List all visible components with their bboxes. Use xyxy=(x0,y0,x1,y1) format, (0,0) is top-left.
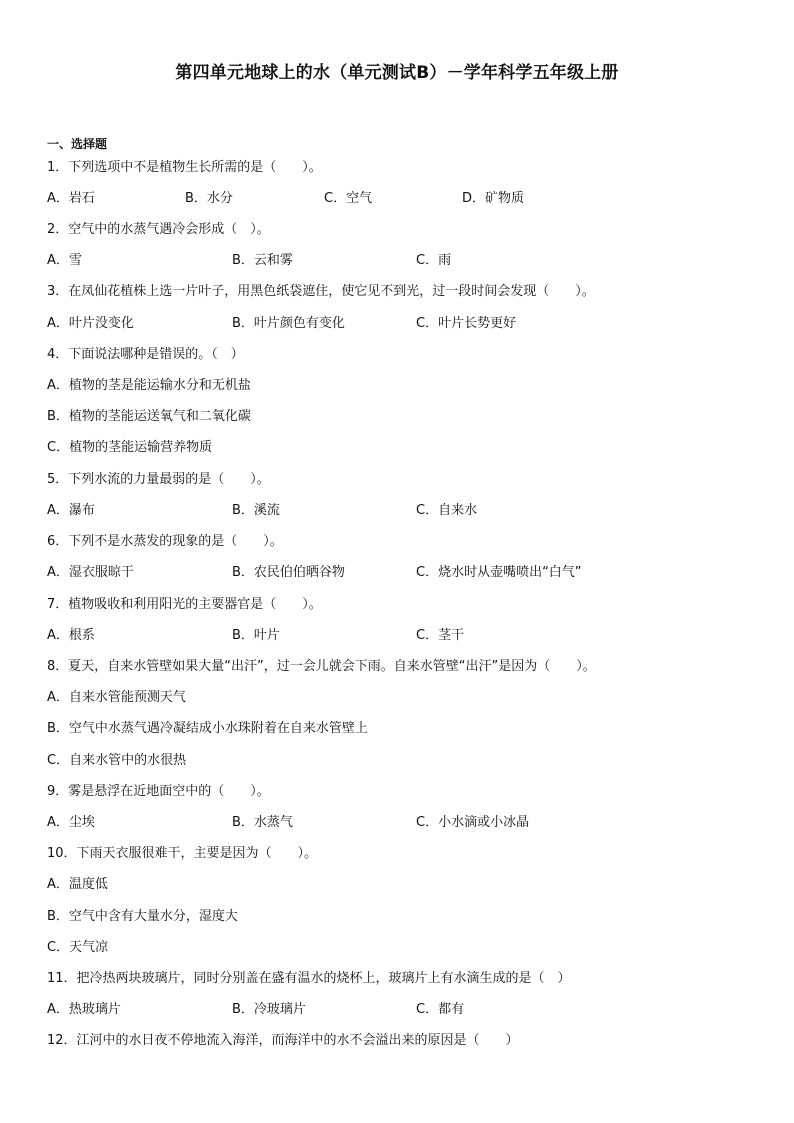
document-title: 第四单元地球上的水（单元测试B）－学年科学五年级上册 xyxy=(175,63,619,83)
question-5-options xyxy=(47,503,747,519)
question-2-option-b: B．云和雾 xyxy=(232,253,293,268)
question-7-option-a: A．根系 xyxy=(47,628,95,643)
question-9-stem: 9．雾是悬浮在近地面空中的（ ）。 xyxy=(47,784,270,799)
question-4-stem: 4．下面说法哪种是错误的。（ ） xyxy=(47,347,244,362)
question-3-options xyxy=(47,316,747,332)
question-5-option-a: A．瀑布 xyxy=(47,503,95,518)
question-11-option-b: B．冷玻璃片 xyxy=(232,1002,306,1017)
question-1-stem: 1．下列选项中不是植物生长所需的是（ ）。 xyxy=(47,160,322,175)
question-11-options xyxy=(47,1002,747,1018)
question-9-option-b: B．水蒸气 xyxy=(232,815,293,830)
question-12-stem: 12．江河中的水日夜不停地流入海洋，而海洋中的水不会溢出来的原因是（ ） xyxy=(47,1033,519,1048)
question-9-options xyxy=(47,815,747,831)
question-1-option-b: B．水分 xyxy=(185,191,233,206)
question-8-stem: 8．夏天，自来水管壁如果大量“出汗”，过一会儿就会下雨。自来水管壁“出汗”是因为（ ）。 xyxy=(47,659,596,674)
question-3-option-a: A．叶片没变化 xyxy=(47,316,134,331)
question-5-stem: 5．下列水流的力量最弱的是（ ）。 xyxy=(47,472,270,487)
question-10-option-a: A．温度低 xyxy=(47,877,108,892)
question-4-option-b: B．植物的茎能运送氧气和二氧化碳 xyxy=(47,409,251,424)
question-1-option-d: D．矿物质 xyxy=(462,191,525,206)
question-1-options xyxy=(47,191,747,207)
question-10-option-c: C．天气凉 xyxy=(47,940,109,955)
question-3-option-b: B．叶片颜色有变化 xyxy=(232,316,345,331)
section-heading-multiple-choice: 一、选择题 xyxy=(47,137,108,151)
question-2-options xyxy=(47,253,747,269)
question-6-stem: 6．下列不是水蒸发的现象的是（ ）。 xyxy=(47,534,283,549)
question-2-option-a: A．雪 xyxy=(47,253,82,268)
question-7-stem: 7．植物吸收和利用阳光的主要器官是（ ）。 xyxy=(47,597,322,612)
question-11-option-a: A．热玻璃片 xyxy=(47,1002,121,1017)
question-5-option-b: B．溪流 xyxy=(232,503,280,518)
question-2-stem: 2．空气中的水蒸气遇冷会形成（ ）。 xyxy=(47,222,270,237)
question-8-option-a: A．自来水管能预测天气 xyxy=(47,690,186,705)
question-9-option-a: A．尘埃 xyxy=(47,815,95,830)
question-9-option-c: C．小水滴或小冰晶 xyxy=(416,815,530,830)
question-2-option-c: C．雨 xyxy=(416,253,452,268)
question-6-option-c: C．烧水时从壶嘴喷出“白气” xyxy=(416,565,582,580)
question-3-option-c: C．叶片长势更好 xyxy=(416,316,517,331)
question-7-option-b: B．叶片 xyxy=(232,628,280,643)
question-8-option-c: C．自来水管中的水很热 xyxy=(47,753,187,768)
question-7-option-c: C．茎干 xyxy=(416,628,465,643)
question-3-stem: 3．在凤仙花植株上选一片叶子，用黑色纸袋遮住，使它见不到光，过一段时间会发现（ ）。 xyxy=(47,284,595,299)
question-6-option-a: A．湿衣服晾干 xyxy=(47,565,134,580)
question-10-stem: 10．下雨天衣服很难干，主要是因为（ ）。 xyxy=(47,846,318,861)
question-10-option-b: B．空气中含有大量水分，湿度大 xyxy=(47,909,238,924)
question-4-option-a: A．植物的茎是能运输水分和无机盐 xyxy=(47,378,251,393)
question-7-options xyxy=(47,628,747,644)
question-1-option-a: A．岩石 xyxy=(47,191,95,206)
question-6-option-b: B．农民伯伯晒谷物 xyxy=(232,565,345,580)
question-11-option-c: C．都有 xyxy=(416,1002,465,1017)
question-11-stem: 11．把冷热两块玻璃片，同时分别盖在盛有温水的烧杯上，玻璃片上有水滴生成的是（ ） xyxy=(47,971,571,986)
question-5-option-c: C．自来水 xyxy=(416,503,478,518)
question-4-option-c: C．植物的茎能运输营养物质 xyxy=(47,440,213,455)
question-8-option-b: B．空气中水蒸气遇冷凝结成小水珠附着在自来水管壁上 xyxy=(47,721,368,736)
question-6-options xyxy=(47,565,747,581)
question-1-option-c: C．空气 xyxy=(324,191,373,206)
